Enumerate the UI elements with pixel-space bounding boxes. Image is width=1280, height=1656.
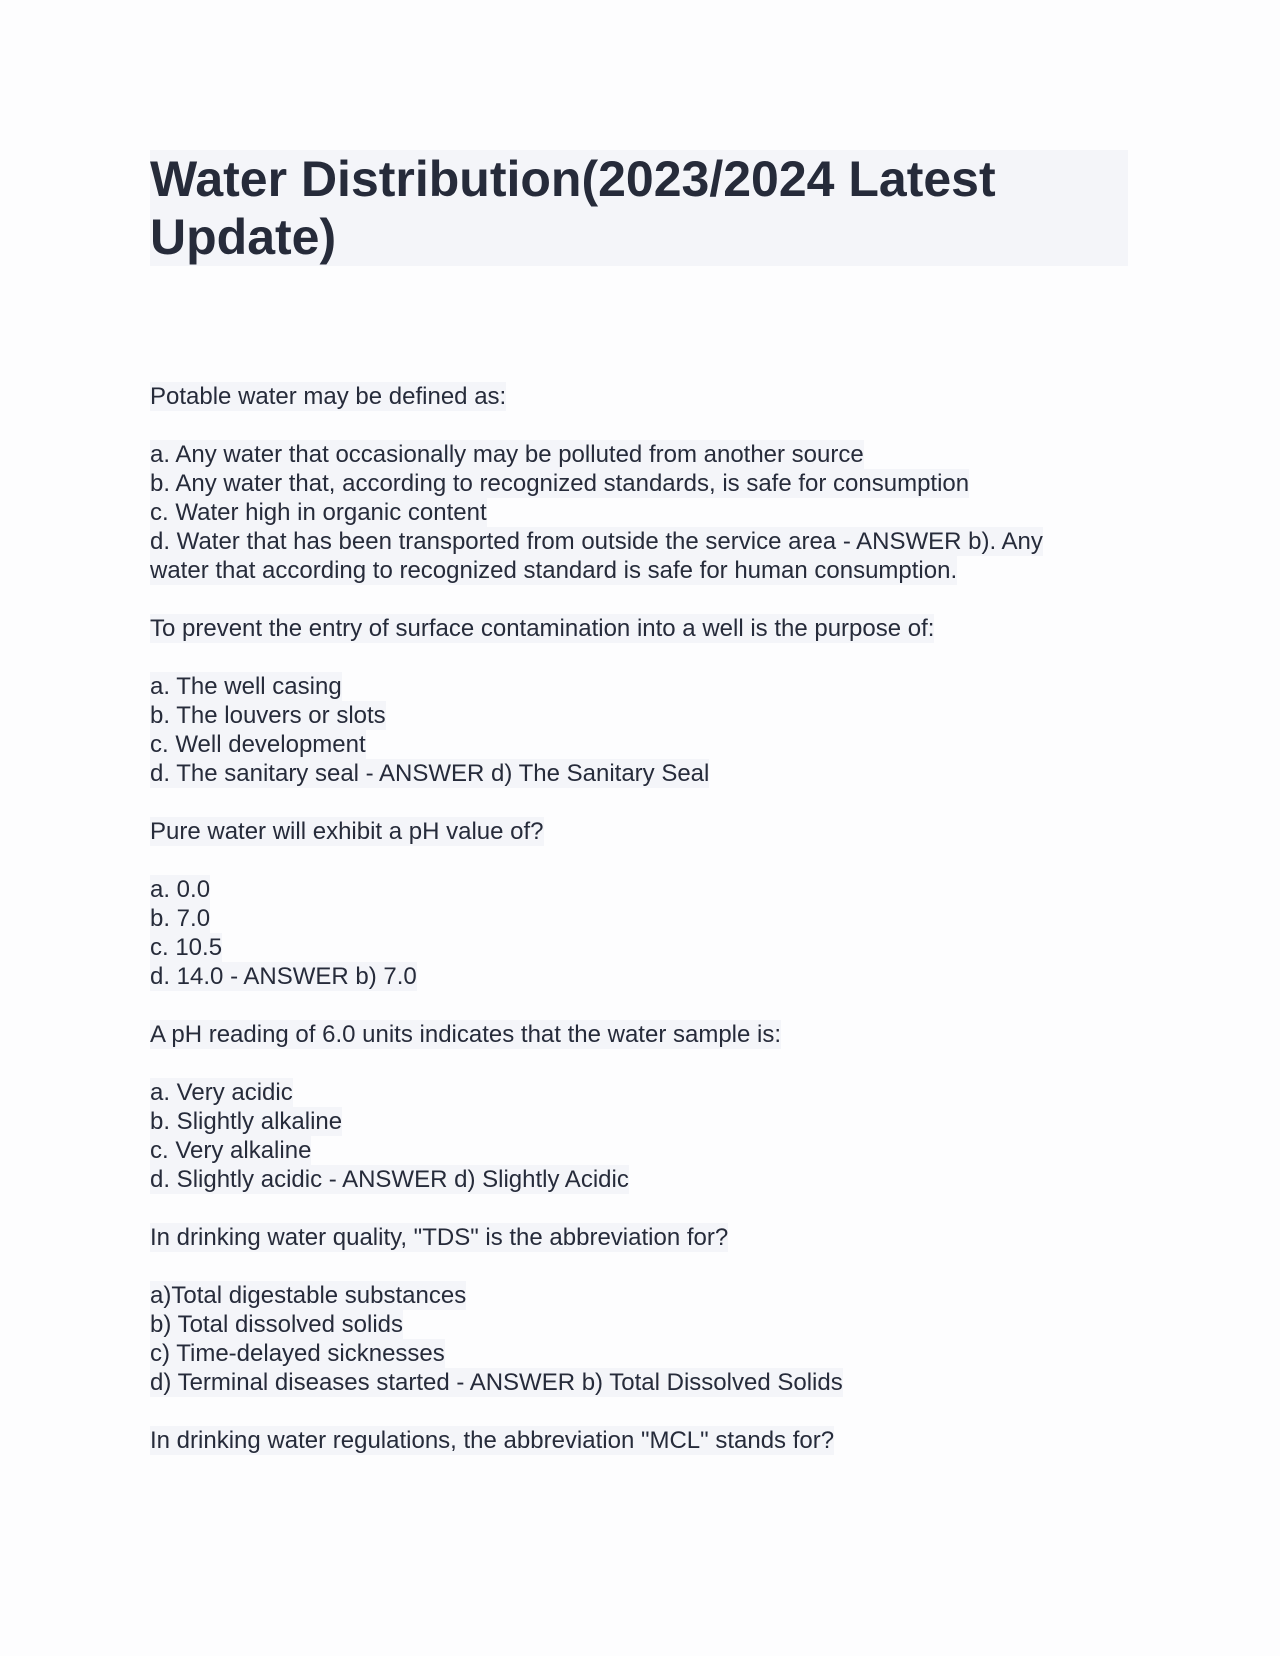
answer-option: b) Total dissolved solids (150, 1311, 404, 1338)
answer-option: c. Very alkaline (150, 1137, 312, 1164)
document-page (150, 150, 1130, 1455)
answer-option: c) Time-delayed sicknesses (150, 1340, 445, 1367)
answer-option: d. Slightly acidic - ANSWER d) Slightly Acidic (150, 1166, 629, 1193)
answer-option: c. Well development (150, 731, 366, 758)
question-prompt: Potable water may be defined as: (150, 383, 507, 410)
answer-option: water that according to recognized standard is safe for human consumption. (150, 557, 958, 584)
answer-option: d. 14.0 - ANSWER b) 7.0 (150, 963, 417, 990)
question-prompt: In drinking water regulations, the abbreviation "MCL" stands for? (150, 1427, 835, 1454)
document-content (150, 382, 1130, 1455)
answer-option: b. Any water that, according to recognized standards, is safe for consumption (150, 470, 970, 497)
answer-option: b. 7.0 (150, 905, 211, 932)
question-2 (150, 614, 1130, 788)
question-1 (150, 382, 1130, 585)
answer-option: a)Total digestable substances (150, 1282, 467, 1309)
document-title: Water Distribution(2023/2024 Latest Update) (150, 151, 996, 265)
answer-option: b. Slightly alkaline (150, 1108, 343, 1135)
answer-option: d. Water that has been transported from outside the service area - ANSWER b). Any (150, 528, 1043, 555)
answer-option: a. The well casing (150, 673, 342, 700)
question-5 (150, 1223, 1130, 1397)
answer-option: a. Very acidic (150, 1079, 293, 1106)
answer-option: a. Any water that occasionally may be polluted from another source (150, 441, 864, 468)
question-prompt: A pH reading of 6.0 units indicates that the water sample is: (150, 1021, 782, 1048)
question-3 (150, 817, 1130, 991)
answer-option: c. 10.5 (150, 934, 223, 961)
question-6 (150, 1426, 1130, 1455)
answer-option: c. Water high in organic content (150, 499, 487, 526)
title-block (150, 150, 1128, 266)
answer-option: a. 0.0 (150, 876, 211, 903)
answer-option: b. The louvers or slots (150, 702, 386, 729)
answer-option: d) Terminal diseases started - ANSWER b) Total Dissolved Solids (150, 1369, 843, 1396)
question-4 (150, 1020, 1130, 1194)
question-prompt: To prevent the entry of surface contamination into a well is the purpose of: (150, 615, 935, 642)
answer-option: d. The sanitary seal - ANSWER d) The Sanitary Seal (150, 760, 710, 787)
question-prompt: Pure water will exhibit a pH value of? (150, 818, 544, 845)
question-prompt: In drinking water quality, "TDS" is the abbreviation for? (150, 1224, 729, 1251)
